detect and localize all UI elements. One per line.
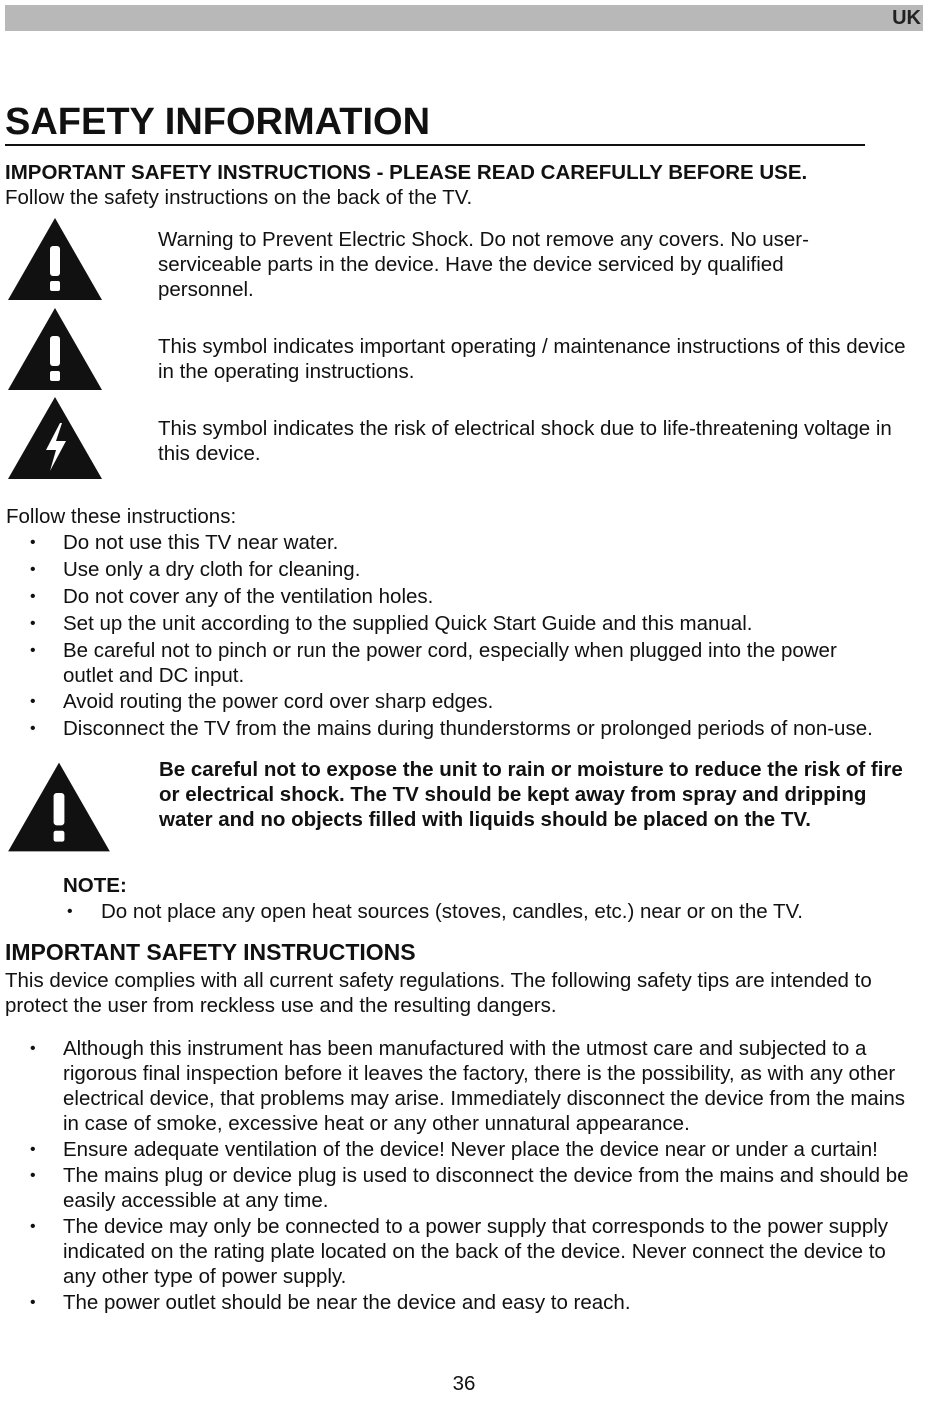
language-code: UK <box>892 7 921 29</box>
moisture-warning-text: Be careful not to expose the unit to rain or moisture to reduce the risk of fire or electrical shock. The TV should be kept away from spray and dripping water and no objects filled with liquids should be placed on the TV. <box>159 758 903 831</box>
page-title: SAFETY INFORMATION <box>5 100 865 146</box>
list-item: • Ensure adequate ventilation of the device! Never place the device near or under a curtain! <box>30 1138 878 1161</box>
section-heading: IMPORTANT SAFETY INSTRUCTIONS <box>5 939 416 965</box>
list-item: • Do not use this TV near water. <box>30 531 339 554</box>
list-item: • Be careful not to pinch or run the power cord, especially when plugged into the power outlet and DC input. <box>30 639 837 687</box>
symbol-2-text: This symbol indicates important operating / maintenance instructions of this device in the operating instructions. <box>158 335 906 383</box>
list-item: • The device may only be connected to a power supply that corresponds to the power supply indicated on the rating plate located on the back of the device. Never connect the device to any other type of power supply. <box>30 1215 889 1288</box>
note-heading: NOTE: <box>63 874 127 897</box>
list-item: • Do not cover any of the ventilation holes. <box>30 585 434 608</box>
section-intro: This device complies with all current safety regulations. The following safety tips are intended to protect the user from reckless use and the resulting dangers. <box>5 969 872 1017</box>
lightning-warning-icon <box>6 395 104 481</box>
list-item: • Do not place any open heat sources (stoves, candles, etc.) near or on the TV. <box>67 900 803 923</box>
list-item: • Use only a dry cloth for cleaning. <box>30 558 361 581</box>
intro-text: Follow the safety instructions on the back of the TV. <box>5 186 473 209</box>
follow-list <box>5 530 925 743</box>
exclamation-warning-icon <box>6 306 104 392</box>
list-item: • Avoid routing the power cord over sharp edges. <box>30 690 494 713</box>
exclamation-warning-icon <box>6 216 104 302</box>
important-list <box>5 1036 925 1315</box>
list-item: • The power outlet should be near the device and easy to reach. <box>30 1291 631 1314</box>
list-item: • The mains plug or device plug is used to disconnect the device from the mains and should be easily accessible at any time. <box>30 1164 909 1212</box>
intro-heading: IMPORTANT SAFETY INSTRUCTIONS - PLEASE READ CAREFULLY BEFORE USE. <box>5 161 808 184</box>
header-bar <box>5 5 923 31</box>
exclamation-warning-icon <box>6 760 112 854</box>
page-number: 36 <box>452 1372 476 1395</box>
note-list <box>5 899 925 924</box>
symbol-1-text: Warning to Prevent Electric Shock. Do not remove any covers. No user-serviceable parts in the device. Have the device serviced by qualified personnel. <box>158 228 809 301</box>
list-item: • Disconnect the TV from the mains during thunderstorms or prolonged periods of non-use. <box>30 717 873 740</box>
list-item: • Set up the unit according to the supplied Quick Start Guide and this manual. <box>30 612 753 635</box>
list-item: • Although this instrument has been manufactured with the utmost care and subjected to a rigorous final inspection before it leaves the factory, there is the possibility, as with any other electrical device, that problems may arise. Immediately disconnect the device from the mains in case of smoke, excessive heat or any other unnatural appearance. <box>30 1037 906 1135</box>
symbol-3-text: This symbol indicates the risk of electrical shock due to life-threatening voltage in this device. <box>158 417 892 465</box>
follow-heading: Follow these instructions: <box>6 505 237 528</box>
